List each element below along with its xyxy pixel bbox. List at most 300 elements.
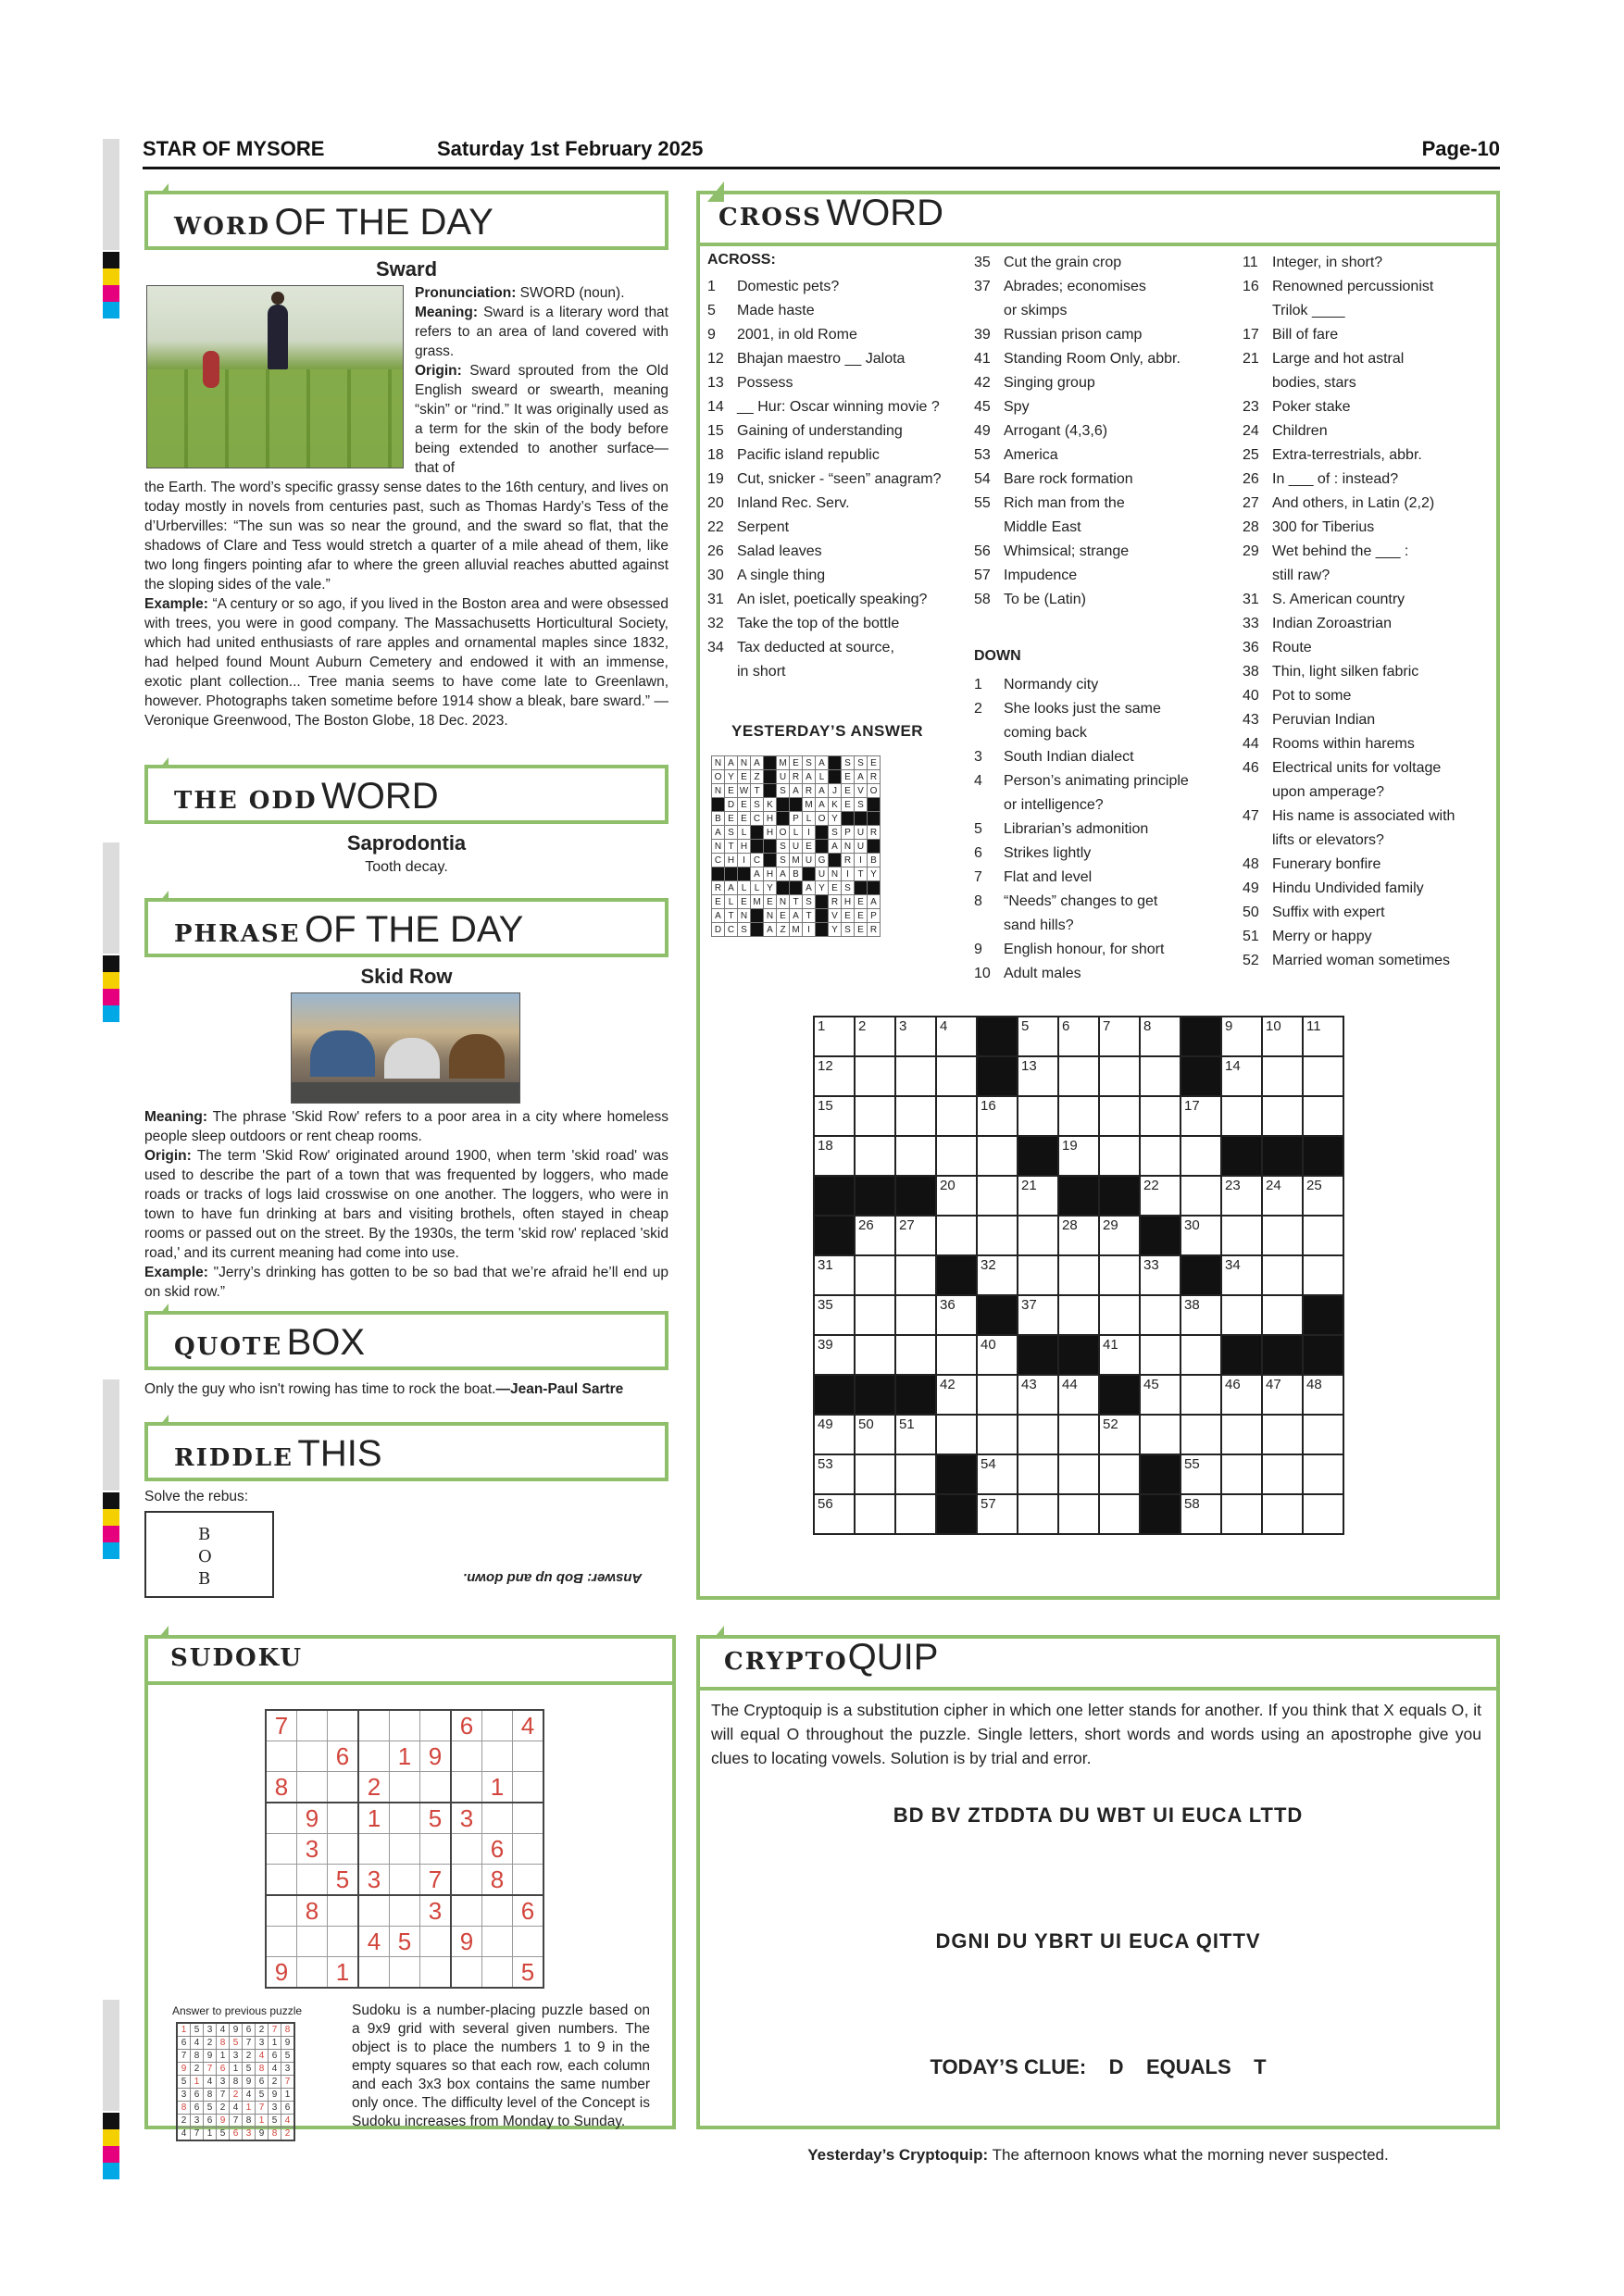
sudoku-cell[interactable] [266,1927,297,1957]
sudoku-cell[interactable] [358,1834,390,1865]
crossword-cell[interactable] [1303,1454,1343,1494]
crossword-cell[interactable] [1262,1096,1303,1136]
sudoku-cell[interactable]: 6 [451,1710,482,1741]
crossword-cell[interactable] [1262,1176,1303,1216]
answer-cell: C [751,812,764,826]
crossword-cell[interactable] [1181,1494,1221,1534]
crossword-cell[interactable] [1181,1415,1221,1454]
clue-row [707,492,957,516]
crossword-cell[interactable] [1262,1017,1303,1056]
yesterday-cryptoquip [704,2146,1493,2165]
crossword-cell[interactable] [895,1295,936,1335]
crossword-cell[interactable] [977,1136,1018,1176]
sudoku-cell[interactable] [328,1895,359,1927]
sudoku-cell[interactable]: 1 [358,1803,390,1834]
black-square [1181,1017,1221,1056]
answer-cell: A [829,840,842,854]
crossword-cell[interactable] [1181,1136,1221,1176]
crossword-cell[interactable] [1018,1096,1058,1136]
crossword-cell[interactable] [1099,1216,1140,1255]
crossword-cell[interactable] [1099,1415,1140,1454]
cell-number: 40 [981,1337,996,1353]
sudoku-cell[interactable] [451,1895,482,1927]
crossword-cell[interactable] [814,1255,855,1295]
cell-number: 42 [940,1377,956,1392]
cell-number: 14 [1225,1058,1241,1074]
crossword-cell[interactable] [1140,1056,1181,1096]
previous-sudoku-cell: 1 [191,2076,204,2089]
crossword-cell[interactable] [977,1454,1018,1494]
cell-number: 57 [981,1496,996,1512]
crossword-cell[interactable] [1262,1255,1303,1295]
cell-number: 45 [1143,1377,1159,1392]
black-square [1140,1454,1181,1494]
crossword-cell[interactable] [1221,1176,1262,1216]
crossword-cell[interactable] [814,1295,855,1335]
sudoku-cell[interactable] [451,1772,482,1803]
crossword-cell[interactable] [1262,1454,1303,1494]
sudoku-cell[interactable]: 5 [328,1865,359,1896]
crossword-cell[interactable] [936,1096,977,1136]
crossword-cell[interactable] [1262,1056,1303,1096]
answer-cell: E [868,756,881,770]
crossword-cell[interactable] [1058,1375,1099,1415]
phrase-body [144,1107,668,1302]
yesterday-crossword-grid [711,755,881,937]
sudoku-cell[interactable] [451,1834,482,1865]
crossword-cell[interactable] [1099,1454,1140,1494]
sudoku-cell[interactable]: 8 [266,1772,297,1803]
crossword-cell[interactable] [1018,1295,1058,1335]
crossword-cell[interactable] [1221,1415,1262,1454]
cipher-line-2: DGNI DU YBRT UI EUCA QITTV [935,1929,1261,1953]
previous-sudoku-cell: 6 [281,2102,295,2115]
crossword-cell[interactable] [855,1096,895,1136]
sudoku-cell[interactable]: 9 [451,1927,482,1957]
sudoku-cell[interactable] [266,1865,297,1896]
clue-row [974,793,1224,817]
answer-cell: C [751,854,764,867]
sudoku-cell[interactable] [390,1710,420,1741]
sudoku-cell[interactable] [420,1957,452,1989]
crossword-cell[interactable] [895,1096,936,1136]
crossword-cell[interactable] [1181,1335,1221,1375]
sudoku-cell[interactable] [297,1772,328,1803]
crossword-cell[interactable] [1099,1295,1140,1335]
crossword-cell[interactable] [1018,1176,1058,1216]
sudoku-cell[interactable] [513,1927,544,1957]
crossword-cell[interactable] [814,1335,855,1375]
sudoku-cell[interactable]: 9 [420,1741,452,1772]
crossword-cell[interactable] [1181,1216,1221,1255]
answer-cell: A [712,826,725,840]
clue-row [1243,780,1493,805]
crossword-cell[interactable] [895,1454,936,1494]
crossword-cell[interactable] [1099,1136,1140,1176]
yesterday-answer-label: YESTERDAY’S ANSWER [731,722,924,740]
crossword-cell[interactable] [1099,1096,1140,1136]
crossword-cell[interactable] [1140,1415,1181,1454]
answer-cell: H [738,840,751,854]
sudoku-cell[interactable] [297,1710,328,1741]
sudoku-cell[interactable] [328,1710,359,1741]
crossword-cell[interactable] [936,1375,977,1415]
crossword-cell[interactable] [1140,1096,1181,1136]
color-swatch-black [103,1492,119,1509]
crossword-cell[interactable] [1262,1216,1303,1255]
answer-cell: R [868,826,881,840]
answer-cell: A [751,756,764,770]
crossword-cell[interactable] [1058,1415,1099,1454]
sudoku-cell[interactable] [513,1772,544,1803]
crossword-cell[interactable] [1181,1096,1221,1136]
crossword-cell[interactable] [814,1056,855,1096]
sudoku-cell[interactable] [420,1834,452,1865]
crossword-cell[interactable] [1303,1176,1343,1216]
crossword-cell[interactable] [1058,1056,1099,1096]
crossword-cell[interactable] [1181,1375,1221,1415]
crossword-cell[interactable] [814,1415,855,1454]
crossword-cell[interactable] [1018,1216,1058,1255]
crossword-cell[interactable] [1099,1494,1140,1534]
crossword-cell[interactable] [855,1494,895,1534]
sudoku-cell[interactable] [420,1772,452,1803]
sudoku-cell[interactable]: 3 [451,1803,482,1834]
crossword-cell[interactable] [1099,1056,1140,1096]
clue-number: 54 [974,471,991,487]
phrase-headline: Skid Row [360,965,453,988]
cell-number: 15 [818,1098,833,1114]
sudoku-cell[interactable]: 5 [513,1957,544,1989]
down-clues-col3 [1243,251,1493,973]
sudoku-cell[interactable]: 7 [266,1710,297,1741]
crossword-cell[interactable] [936,1017,977,1056]
sudoku-cell[interactable] [328,1803,359,1834]
crossword-cell[interactable] [936,1176,977,1216]
crossword-cell[interactable] [977,1096,1018,1136]
sudoku-cell[interactable] [482,1803,513,1834]
sudoku-cell[interactable] [297,1957,328,1989]
crossword-cell[interactable] [814,1454,855,1494]
crossword-cell[interactable] [936,1295,977,1335]
crossword-cell[interactable] [1303,1255,1343,1295]
clue-row [1243,636,1493,660]
black-square [777,798,790,812]
sudoku-cell[interactable] [451,1741,482,1772]
crossword-cell[interactable] [1221,1056,1262,1096]
sudoku-cell[interactable] [328,1927,359,1957]
crossword-cell[interactable] [895,1056,936,1096]
word-details-top [415,283,668,303]
crossword-cell[interactable] [1018,1375,1058,1415]
crossword-cell[interactable] [1058,1255,1099,1295]
sudoku-cell[interactable] [482,1741,513,1772]
crossword-cell[interactable] [1262,1295,1303,1335]
clue-row [1243,925,1493,949]
crossword-cell[interactable] [977,1375,1018,1415]
answer-cell: L [725,895,738,909]
crossword-cell[interactable] [895,1255,936,1295]
previous-sudoku-cell: 8 [230,2076,243,2089]
sudoku-cell[interactable] [266,1741,297,1772]
sudoku-cell[interactable] [451,1957,482,1989]
crossword-cell[interactable] [1303,1494,1343,1534]
sudoku-cell[interactable] [358,1710,390,1741]
clue-text: sand hills? [1004,917,1074,933]
crossword-cell[interactable] [1303,1216,1343,1255]
sudoku-cell[interactable] [358,1895,390,1927]
crossword-cell[interactable] [855,1335,895,1375]
crossword-cell[interactable] [1140,1255,1181,1295]
crossword-cell[interactable] [1018,1255,1058,1295]
cell-number: 8 [1143,1018,1152,1034]
sudoku-cell[interactable] [328,1834,359,1865]
crossword-cell[interactable] [1303,1375,1343,1415]
sudoku-cell[interactable] [390,1803,420,1834]
crossword-cell[interactable] [1221,1295,1262,1335]
cell-number: 52 [1103,1416,1118,1432]
sudoku-cell[interactable] [266,1803,297,1834]
crossword-cell[interactable] [814,1096,855,1136]
page-number: Page-10 [1421,137,1500,160]
sudoku-cell[interactable]: 2 [358,1772,390,1803]
clue-text: Large and hot astral [1272,351,1405,367]
sudoku-cell[interactable] [482,1927,513,1957]
crossword-cell[interactable] [1018,1494,1058,1534]
sudoku-cell[interactable]: 4 [358,1927,390,1957]
sudoku-cell[interactable] [482,1957,513,1989]
sudoku-cell[interactable] [390,1834,420,1865]
crossword-cell[interactable] [1058,1017,1099,1056]
crossword-cell[interactable] [1018,1415,1058,1454]
sudoku-header [144,1635,676,1685]
crossword-cell[interactable] [936,1136,977,1176]
crossword-cell[interactable] [1140,1017,1181,1056]
cell-number: 12 [818,1058,833,1074]
answer-cell: O [868,784,881,798]
sudoku-cell[interactable]: 8 [482,1865,513,1896]
answer-cell: E [738,770,751,784]
sudoku-cell[interactable]: 5 [420,1803,452,1834]
crossword-cell[interactable] [1058,1096,1099,1136]
sudoku-cell[interactable]: 8 [297,1895,328,1927]
sudoku-cell[interactable]: 3 [297,1834,328,1865]
crossword-cell[interactable] [855,1255,895,1295]
sudoku-cell[interactable] [513,1865,544,1896]
crossword-cell[interactable] [1018,1056,1058,1096]
sudoku-cell[interactable] [420,1927,452,1957]
clue-text: or intelligence? [1004,797,1104,813]
clue-row [974,323,1224,347]
crossword-cell[interactable] [1140,1295,1181,1335]
crossword-cell[interactable] [1099,1017,1140,1056]
crossword-cell[interactable] [895,1017,936,1056]
sudoku-cell[interactable] [358,1741,390,1772]
quote-body: Only the guy who isn't rowing has time to rock the boat. [144,1381,496,1397]
answer-cell: E [764,895,777,909]
clue-row [1243,588,1493,612]
sudoku-cell[interactable] [266,1834,297,1865]
crossword-cell[interactable] [855,1017,895,1056]
sudoku-cell[interactable] [390,1895,420,1927]
sudoku-cell[interactable] [297,1741,328,1772]
clue-row [1243,612,1493,636]
crossword-cell[interactable] [1262,1494,1303,1534]
crossword-cell[interactable] [814,1017,855,1056]
crossword-cell[interactable] [977,1415,1018,1454]
previous-sudoku-cell: 9 [177,2063,191,2076]
sudoku-cell[interactable] [513,1741,544,1772]
sudoku-cell[interactable] [297,1927,328,1957]
previous-sudoku-cell: 8 [191,2050,204,2063]
crossword-cell[interactable] [895,1494,936,1534]
sudoku-cell[interactable] [390,1957,420,1989]
clue-number: 4 [974,773,982,789]
section-title-bold: PHRASE [174,920,301,948]
crossword-cell[interactable] [1058,1295,1099,1335]
clue-text: Peruvian Indian [1272,712,1376,728]
crossword-cell[interactable] [1303,1017,1343,1056]
crossword-cell[interactable] [1058,1494,1099,1534]
crossword-cell[interactable] [1018,1454,1058,1494]
answer-cell: K [829,798,842,812]
sudoku-cell[interactable]: 4 [513,1710,544,1741]
crossword-cell[interactable] [1181,1454,1221,1494]
sudoku-cell[interactable]: 5 [390,1927,420,1957]
crossword-cell[interactable] [1018,1017,1058,1056]
black-square [1099,1176,1140,1216]
crossword-cell[interactable] [1221,1375,1262,1415]
cell-number: 4 [940,1018,948,1034]
crossword-cell[interactable] [1221,1096,1262,1136]
sudoku-cell[interactable] [420,1710,452,1741]
clue-row [707,612,957,636]
sudoku-cell[interactable] [328,1772,359,1803]
crossword-cell[interactable] [936,1335,977,1375]
crossword-cell[interactable] [855,1056,895,1096]
crossword-cell[interactable] [977,1494,1018,1534]
clue-text: To be (Latin) [1004,592,1086,607]
cell-number: 33 [1143,1257,1159,1273]
crossword-cell[interactable] [855,1295,895,1335]
crossword-cell[interactable] [855,1136,895,1176]
clue-text: Inland Rec. Serv. [737,495,850,511]
sudoku-cell[interactable] [451,1865,482,1896]
clue-number: 9 [707,327,716,343]
cell-number: 18 [818,1138,833,1154]
crossword-cell[interactable] [936,1056,977,1096]
crossword-cell[interactable] [895,1415,936,1454]
sudoku-cell[interactable]: 1 [390,1741,420,1772]
sudoku-cell[interactable] [297,1865,328,1896]
crossword-cell[interactable] [895,1335,936,1375]
crossword-cell[interactable] [977,1255,1018,1295]
sudoku-cell[interactable]: 6 [482,1834,513,1865]
crossword-cell[interactable] [1262,1415,1303,1454]
crossword-cell[interactable] [855,1216,895,1255]
crossword-cell[interactable] [1058,1136,1099,1176]
crossword-cell[interactable] [1140,1375,1181,1415]
answer-cell: H [725,854,738,867]
crossword-cell[interactable] [1221,1017,1262,1056]
clue-number: 55 [974,495,991,511]
black-square [1181,1056,1221,1096]
crossword-cell[interactable] [977,1335,1018,1375]
crossword-cell[interactable] [1303,1415,1343,1454]
crossword-cell[interactable] [1140,1176,1181,1216]
answer-cell: P [842,826,855,840]
crossword-cell[interactable] [814,1494,855,1534]
sudoku-cell[interactable]: 1 [482,1772,513,1803]
crossword-cell[interactable] [1181,1295,1221,1335]
crossword-cell[interactable] [1099,1255,1140,1295]
sudoku-cell[interactable] [390,1865,420,1896]
crossword-cell[interactable] [1303,1096,1343,1136]
crossword-cell[interactable] [895,1216,936,1255]
sudoku-cell[interactable]: 6 [513,1895,544,1927]
crossword-cell[interactable] [1221,1216,1262,1255]
sudoku-cell[interactable] [513,1803,544,1834]
previous-sudoku-cell: 5 [243,2063,256,2076]
crossword-cell[interactable] [936,1216,977,1255]
sudoku-cell[interactable] [482,1710,513,1741]
sudoku-cell[interactable]: 9 [266,1957,297,1989]
previous-sudoku-cell: 5 [230,2037,243,2050]
sudoku-cell[interactable]: 9 [297,1803,328,1834]
crossword-cell[interactable] [1303,1056,1343,1096]
crossword-cell[interactable] [1099,1335,1140,1375]
crossword-cell[interactable] [1140,1136,1181,1176]
sudoku-cell[interactable] [358,1957,390,1989]
crossword-cell[interactable] [895,1136,936,1176]
crossword-cell[interactable] [1221,1255,1262,1295]
crossword-cell[interactable] [977,1176,1018,1216]
sudoku-cell[interactable]: 7 [420,1865,452,1896]
crossword-cell[interactable] [855,1454,895,1494]
crossword-cell[interactable] [1262,1375,1303,1415]
sudoku-cell[interactable] [266,1895,297,1927]
color-swatch-yellow [103,268,119,285]
crossword-cell[interactable] [1058,1454,1099,1494]
crossword-cell[interactable] [1221,1494,1262,1534]
clue-row [1243,443,1493,468]
crossword-cell[interactable] [814,1136,855,1176]
sudoku-cell[interactable] [513,1834,544,1865]
answer-cell: T [725,909,738,923]
crossword-cell[interactable] [1221,1454,1262,1494]
answer-cell: I [803,826,816,840]
crossword-cell[interactable] [1058,1216,1099,1255]
sudoku-cell[interactable]: 6 [328,1741,359,1772]
sudoku-cell[interactable]: 1 [328,1957,359,1989]
cell-number: 1 [818,1018,826,1034]
sudoku-cell[interactable] [390,1772,420,1803]
sudoku-cell[interactable]: 3 [358,1865,390,1896]
crossword-cell[interactable] [936,1415,977,1454]
previous-sudoku-cell: 3 [243,2128,256,2141]
crossword-cell[interactable] [1181,1176,1221,1216]
sudoku-cell[interactable]: 3 [420,1895,452,1927]
sudoku-grid[interactable] [265,1709,544,1989]
sudoku-cell[interactable] [482,1895,513,1927]
answer-cell: E [777,909,790,923]
clue-number: 26 [1243,471,1259,487]
crossword-cell[interactable] [855,1415,895,1454]
crossword-cell[interactable] [977,1216,1018,1255]
clue-number: 39 [974,327,991,343]
previous-sudoku-cell: 7 [243,2037,256,2050]
crossword-cell[interactable] [1140,1335,1181,1375]
